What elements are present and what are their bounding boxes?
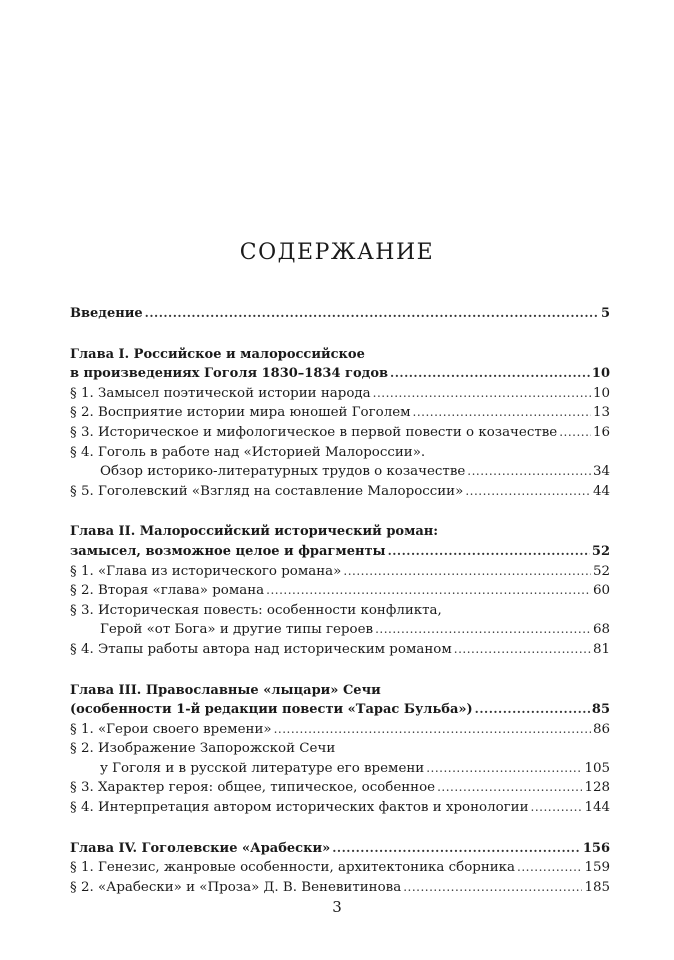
toc-page-number: 13 — [592, 405, 610, 421]
dot-leader — [426, 762, 582, 774]
dot-leader — [413, 406, 591, 418]
dot-leader — [375, 623, 591, 635]
toc-page-number: 52 — [592, 563, 610, 579]
toc-entry-row — [70, 423, 610, 443]
dot-leader — [373, 387, 591, 399]
toc-page-number: 185 — [584, 879, 610, 895]
toc-entry-row — [70, 542, 610, 562]
toc-chapter-4[interactable] — [70, 839, 610, 859]
toc-section-4-1[interactable] — [70, 858, 610, 878]
toc-section-1-3[interactable] — [70, 423, 610, 443]
toc-entry-row — [70, 839, 610, 859]
toc-entry-label: Введение — [70, 306, 143, 321]
toc-page-number: 34 — [592, 464, 610, 480]
dot-leader — [559, 426, 591, 438]
toc-page-number: 5 — [600, 306, 610, 321]
toc-page-number: 60 — [592, 583, 610, 599]
toc-entry-line: (особенности 1-й редакции повести «Тарас Бульба») — [70, 702, 473, 718]
toc-section-4-2[interactable] — [70, 878, 610, 898]
spacer — [70, 818, 610, 839]
toc-section-3-4[interactable] — [70, 798, 610, 818]
dot-leader — [388, 545, 590, 557]
toc-page-number: 85 — [591, 702, 610, 718]
spacer — [70, 501, 610, 522]
toc-page-number: 44 — [592, 483, 610, 499]
toc-page-number: 16 — [592, 424, 610, 440]
toc-section-2-4[interactable] — [70, 640, 610, 660]
toc-entry-row — [70, 384, 610, 404]
toc-page-number: 86 — [592, 721, 610, 737]
page-title: СОДЕРЖАНИЕ — [239, 240, 435, 265]
dot-leader — [437, 781, 582, 793]
toc-entry-row — [70, 364, 610, 384]
toc-page-number: 52 — [591, 543, 610, 559]
toc-entry-row — [70, 620, 610, 640]
toc-entry-line: § 5. Гоголевский «Взгляд на составление Малороссии» — [70, 483, 464, 499]
table-of-contents — [70, 304, 610, 897]
toc-page-number: 128 — [584, 780, 610, 796]
toc-page-number: 10 — [591, 366, 610, 382]
toc-section-3-2[interactable] — [70, 739, 610, 778]
toc-page-number: 156 — [582, 840, 610, 856]
toc-entry-row — [70, 581, 610, 601]
toc-section-1-1[interactable] — [70, 384, 610, 404]
toc-entry-line: § 2. Вторая «глава» романа — [70, 583, 265, 599]
dot-leader — [390, 367, 590, 379]
toc-entry-line: § 1. «Герои своего времени» — [70, 721, 272, 737]
dot-leader — [531, 801, 583, 813]
toc-entry-line: замысел, возможное целое и фрагменты — [70, 543, 386, 559]
toc-entry-line: § 2. Изображение Запорожской Сечи — [70, 741, 336, 757]
toc-entry-row — [70, 720, 610, 740]
toc-entry-row — [70, 759, 610, 779]
toc-entry-line: Глава II. Малороссийский исторический роман: — [70, 524, 439, 540]
toc-chapter-2[interactable] — [70, 522, 610, 561]
toc-page-number: 10 — [592, 385, 610, 401]
dot-leader — [465, 485, 591, 497]
toc-section-3-1[interactable] — [70, 720, 610, 740]
toc-section-2-1[interactable] — [70, 562, 610, 582]
toc-entry-intro[interactable] — [70, 304, 610, 324]
toc-entry-row — [70, 858, 610, 878]
toc-section-3-3[interactable] — [70, 778, 610, 798]
toc-entry-line: § 3. Историческое и мифологическое в первой повести о козачестве — [70, 424, 558, 440]
dot-leader — [454, 643, 591, 655]
toc-entry-row — [70, 700, 610, 720]
toc-entry-row — [70, 798, 610, 818]
toc-section-1-4[interactable] — [70, 443, 610, 482]
toc-entry-row — [70, 462, 610, 482]
toc-entry-row — [70, 640, 610, 660]
toc-section-2-3[interactable] — [70, 601, 610, 640]
toc-entry-line: Глава IV. Гоголевские «Арабески» — [70, 840, 331, 856]
toc-entry-line: § 2. «Арабески» и «Проза» Д. В. Веневитинова — [70, 879, 402, 895]
spacer — [70, 324, 610, 345]
dot-leader — [274, 723, 591, 735]
toc-entry-line: Глава I. Российское и малороссийское — [70, 346, 365, 362]
toc-entry-line: § 2. Восприятие истории мира юношей Гоголем — [70, 405, 411, 421]
dot-leader — [332, 842, 581, 854]
toc-section-1-2[interactable] — [70, 403, 610, 423]
toc-entry-line: Глава III. Православные «лыцари» Сечи — [70, 682, 381, 698]
toc-page-number: 68 — [592, 622, 610, 638]
toc-entry-line: § 4. Этапы работы автора над историческим романом — [70, 641, 452, 657]
dot-leader — [343, 565, 591, 577]
toc-page-number: 105 — [584, 760, 610, 776]
toc-entry-row — [70, 562, 610, 582]
toc-chapter-1[interactable] — [70, 345, 610, 384]
chapters-list — [70, 324, 610, 898]
toc-section-1-5[interactable] — [70, 482, 610, 502]
toc-page-number: 81 — [592, 641, 610, 657]
toc-entry-line: § 4. Интерпретация автором исторических фактов и хронологии — [70, 800, 529, 816]
toc-entry-row — [70, 878, 610, 898]
toc-section-2-2[interactable] — [70, 581, 610, 601]
toc-entry-line: Обзор историко-литературных трудов о козачестве — [100, 464, 466, 480]
toc-page-number: 159 — [584, 860, 610, 876]
dot-leader — [475, 703, 590, 715]
toc-entry-line: § 3. Характер героя: общее, типическое, особенное — [70, 780, 436, 796]
toc-entry-line: в произведениях Гоголя 1830–1834 годов — [70, 366, 389, 382]
toc-entry-line: у Гоголя и в русской литературе его времени — [100, 760, 425, 776]
toc-entry-line: § 4. Гоголь в работе над «Историей Малороссии». — [70, 444, 426, 460]
toc-chapter-3[interactable] — [70, 681, 610, 720]
toc-entry-line: § 1. Замысел поэтической истории народа — [70, 385, 371, 401]
dot-leader — [403, 881, 582, 893]
toc-entry-line: § 1. Генезис, жанровые особенности, архитектоника сборника — [70, 860, 516, 876]
toc-entry-row — [70, 778, 610, 798]
page-number: 3 — [332, 898, 342, 916]
dot-leader — [145, 307, 599, 319]
dot-leader — [266, 584, 591, 596]
dot-leader — [517, 861, 582, 873]
toc-entry-line: § 3. Историческая повесть: особенности конфликта, — [70, 602, 442, 618]
spacer — [70, 660, 610, 681]
toc-entry-line: Герой «от Бога» и другие типы героев — [100, 622, 374, 638]
toc-page-number: 144 — [584, 800, 610, 816]
dot-leader — [467, 465, 591, 477]
toc-entry-line: § 1. «Глава из исторического романа» — [70, 563, 342, 579]
toc-entry-row — [70, 403, 610, 423]
toc-entry-row — [70, 482, 610, 502]
